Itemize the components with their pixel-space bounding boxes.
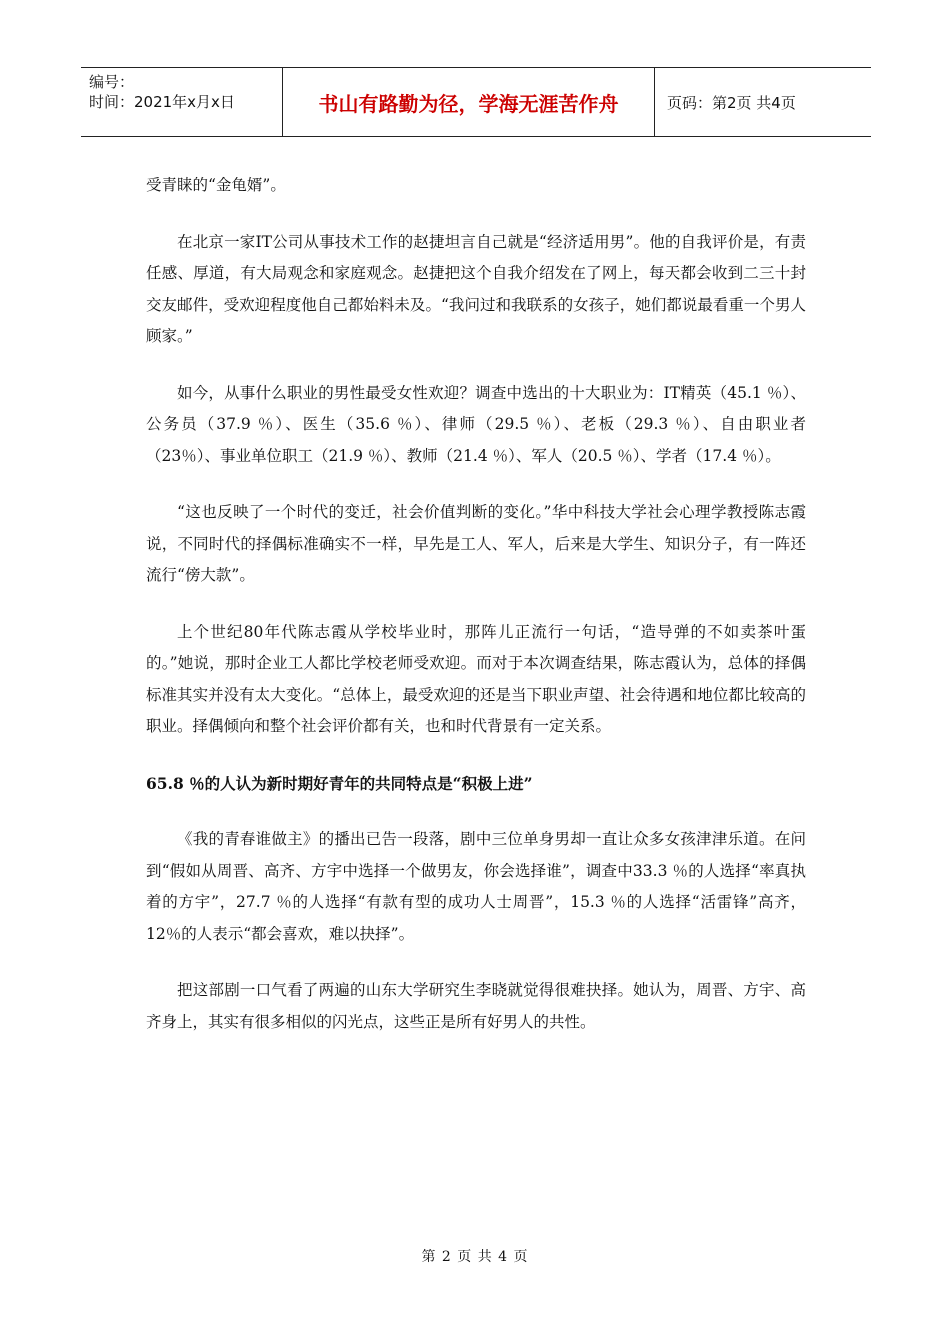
document-number-label: 编号： xyxy=(89,73,135,91)
paragraph: 在北京一家IT公司从事技术工作的赵捷坦言自己就是“经济适用男”。他的自我评价是，有责任感、厚道，有大局观念和家庭观念。赵捷把这个自我介绍发在了网上，每天都会收到二三十封交友邮件，受欢迎程度他自己都始料未及。“我问过和我联系的女孩子，她们都说最看重一个男人顾家。” xyxy=(146,232,806,345)
document-body xyxy=(146,170,806,1063)
header-motto: 书山有路勤为径，学海无涯苦作舟 xyxy=(318,91,619,116)
header-motto-cell xyxy=(283,68,655,136)
paragraph: 把这部剧一口气看了两遍的山东大学研究生李晓就觉得很难抉择。她认为，周晋、方宇、高齐身上，其实有很多相似的闪光点，这些正是所有好男人的共性。 xyxy=(146,981,806,1031)
document-time-label: 时间：2021年x月x日 xyxy=(89,93,235,111)
paragraph: 受青睐的“金龟婿”。 xyxy=(146,176,286,194)
header-meta-cell xyxy=(81,68,283,136)
section-heading: 65.8 ％的人认为新时期好青年的共同特点是“积极上进” xyxy=(146,773,533,793)
header-page-label: 页码：第2页 共4页 xyxy=(667,93,796,112)
page-footer: 第 2 页 共 4 页 xyxy=(421,1249,529,1265)
header-page-cell xyxy=(655,68,871,136)
paragraph: 《我的青春谁做主》的播出已告一段落，剧中三位单身男却一直让众多女孩津津乐道。在问到“假如从周晋、高齐、方宇中选择一个做男友，你会选择谁”，调查中33.3 ％的人选择“率真执着的方宇”，27.7 ％的人选择“有款有型的成功人士周晋”，15.3 ％的人选择“活雷锋”高齐，12％的人表示“都会喜欢，难以抉择”。 xyxy=(146,830,806,943)
paragraph: 如今，从事什么职业的男性最受女性欢迎？调查中选出的十大职业为：IT精英（45.1 ％）、公务员（37.9 ％）、医生（35.6 ％）、律师（29.5 ％）、老板（29.3 ％）、自由职业者（23％）、事业单位职工（21.9 ％）、教师（21.4 ％）、军人（20.5 ％）、学者（17.4 ％）。 xyxy=(146,383,806,465)
document-header xyxy=(81,67,871,137)
paragraph: 上个世纪80年代陈志霞从学校毕业时，那阵儿正流行一句话，“造导弹的不如卖茶叶蛋的。”她说，那时企业工人都比学校老师受欢迎。而对于本次调查结果，陈志霞认为，总体的择偶标准其实并没有太大变化。“总体上，最受欢迎的还是当下职业声望、社会待遇和地位都比较高的职业。择偶倾向和整个社会评价都有关，也和时代背景有一定关系。 xyxy=(146,622,806,735)
paragraph: “这也反映了一个时代的变迁，社会价值判断的变化。”华中科技大学社会心理学教授陈志霞说，不同时代的择偶标准确实不一样，早先是工人、军人，后来是大学生、知识分子，有一阵还流行“傍大款”。 xyxy=(146,503,806,584)
